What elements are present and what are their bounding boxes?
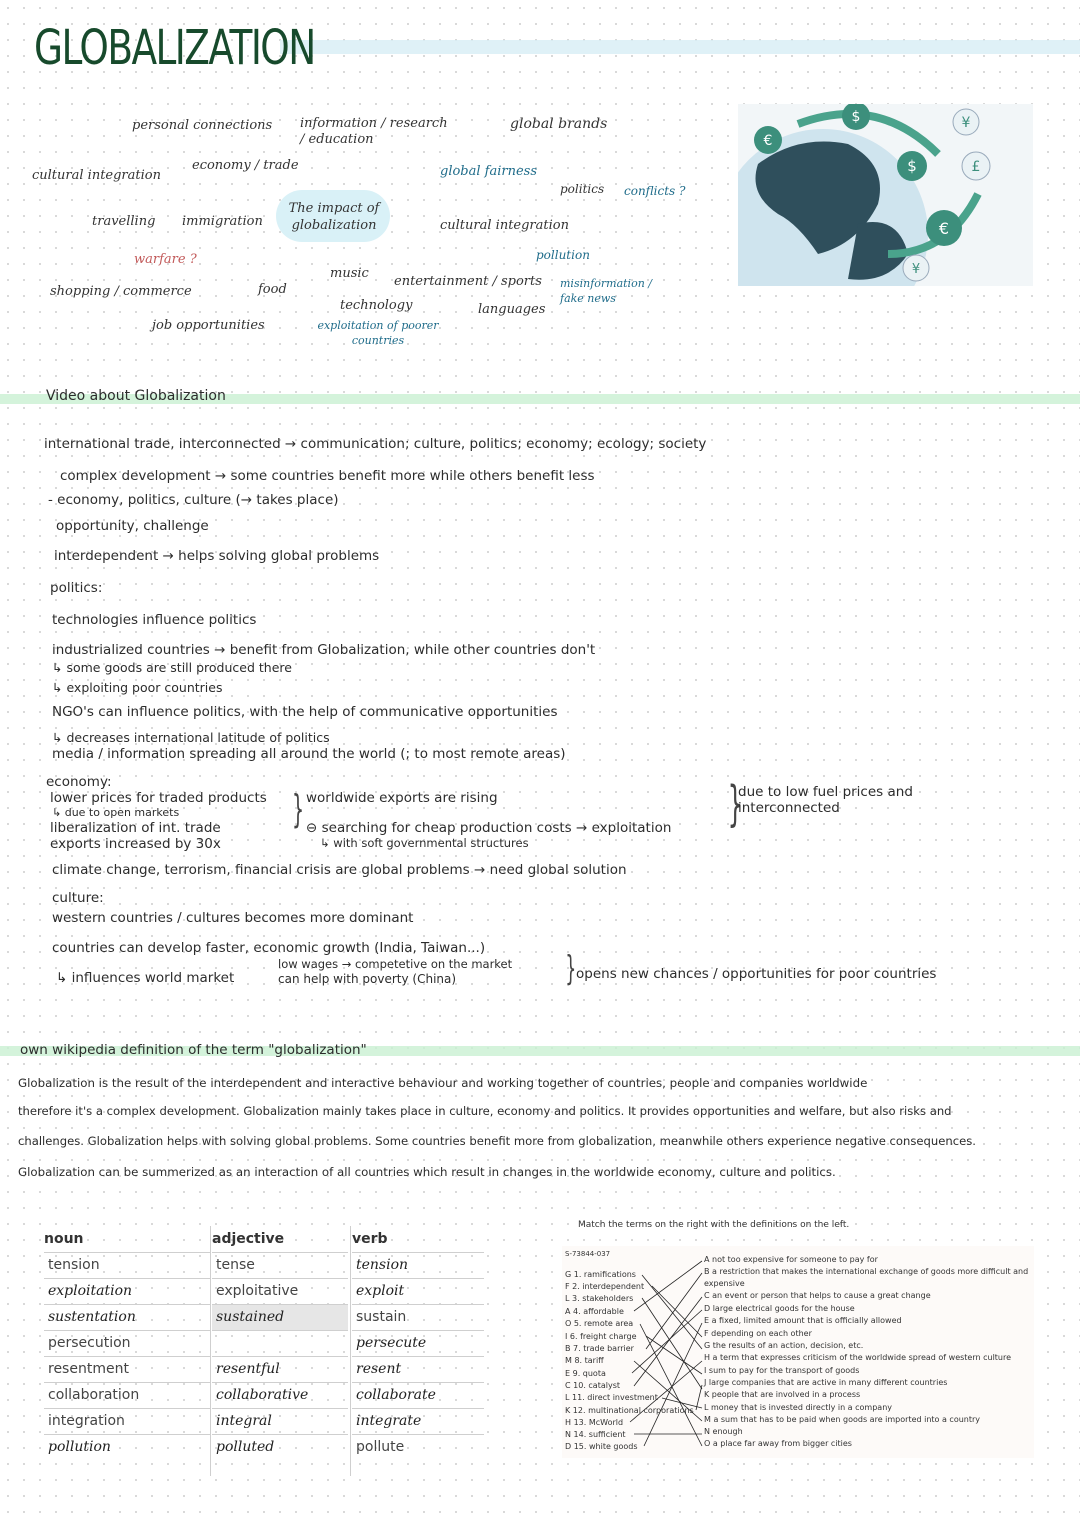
table-cell: resentful: [212, 1356, 348, 1382]
currency-symbol: ¥: [911, 262, 921, 277]
noun-column: [44, 1226, 210, 1460]
note-line: technologies influence politics: [52, 612, 257, 628]
wiki-line: Globalization can be summerized as an interaction of all countries which result in changes in the worldwide economy, culture and politics.: [18, 1165, 836, 1179]
note-heading: politics:: [50, 580, 103, 596]
table-cell: persecution: [44, 1330, 210, 1356]
globe-icon: [738, 104, 1033, 286]
column-header: noun: [44, 1231, 84, 1247]
table-cell: pollution: [44, 1434, 210, 1460]
table-cell: exploitative: [212, 1278, 348, 1304]
matching-exercise: [562, 1218, 1040, 1458]
note-brace: }: [565, 949, 577, 989]
note-line: ↳ due to open markets: [52, 806, 180, 819]
match-term: O 5. remote area: [565, 1319, 634, 1328]
table-cell: sustentation: [44, 1304, 210, 1330]
note-line: western countries / cultures becomes more dominant: [52, 910, 414, 926]
match-definition: G the results of an action, decision, etc.: [704, 1341, 864, 1350]
mindmap-item-blue: politics: [560, 182, 605, 196]
table-divider: [350, 1226, 351, 1476]
mindmap-item: technology: [340, 298, 413, 313]
match-term: G 1. ramifications: [565, 1270, 636, 1279]
table-cell: tension: [44, 1252, 210, 1278]
match-term: I 6. freight charge: [565, 1332, 637, 1341]
note-line: ↳ some goods are still produced there: [52, 660, 292, 675]
globe-illustration: [738, 104, 1033, 286]
note-line: ↳ decreases international latitude of politics: [52, 730, 330, 745]
match-term: K 12. multinational corporations: [565, 1406, 694, 1415]
note-line: climate change, terrorism, financial crisis are global problems → need global solution: [52, 862, 627, 878]
column-header: adjective: [212, 1231, 285, 1247]
table-cell: pollute: [352, 1434, 484, 1460]
verb-column: [352, 1226, 484, 1460]
page-title: GLOBALIZATION: [34, 20, 315, 76]
match-definition: H a term that expresses criticism of the worldwide spread of western culture: [704, 1353, 1012, 1362]
note-line: international trade, interconnected → communication; culture, politics; economy; ecology; society: [44, 436, 707, 452]
currency-symbol: $: [851, 109, 861, 125]
exercise-id: S-73844-037: [565, 1250, 611, 1258]
match-definition: F depending on each other: [704, 1329, 812, 1338]
note-line: low wages → competetive on the market: [278, 957, 513, 971]
match-term: H 13. McWorld: [565, 1418, 624, 1427]
title-highlight: [280, 40, 1080, 54]
mindmap-item-blue: cultural integration: [440, 218, 569, 233]
note-line: interdependent → helps solving global problems: [54, 548, 380, 564]
note-line: exports increased by 30x: [50, 836, 221, 852]
currency-symbol: $: [907, 157, 917, 175]
match-definition: D large electrical goods for the house: [704, 1304, 855, 1313]
table-cell: polluted: [212, 1434, 348, 1460]
note-line: liberalization of int. trade: [50, 820, 221, 836]
note-line: ↳ exploiting poor countries: [52, 680, 223, 695]
table-cell: resent: [352, 1356, 484, 1382]
note-line: lower prices for traded products: [50, 790, 267, 806]
table-cell: integral: [212, 1408, 348, 1434]
mindmap-item-blue: global fairness: [440, 164, 538, 179]
match-definition: M a sum that has to be paid when goods are imported into a country: [704, 1415, 981, 1424]
table-cell: integrate: [352, 1408, 484, 1434]
mindmap-item: economy / trade: [192, 158, 299, 173]
mindmap-item: shopping / commerce: [50, 284, 192, 299]
note-heading: culture:: [52, 890, 104, 906]
note-line: - economy, politics, culture (→ takes place): [48, 492, 339, 508]
match-term: F 2. interdependent: [565, 1282, 645, 1291]
match-definition: J large companies that are active in many different countries: [704, 1378, 948, 1387]
mindmap-item: music: [330, 266, 369, 281]
mindmap-item: languages: [478, 302, 546, 317]
table-cell: resentment: [44, 1356, 210, 1382]
word-table: [44, 1226, 484, 1476]
match-term: L 3. stakeholders: [565, 1294, 634, 1303]
match-definition: E a fixed, limited amount that is officially allowed: [704, 1316, 902, 1325]
currency-symbol: €: [763, 133, 773, 149]
note-brace: }: [727, 776, 743, 832]
table-cell: tense: [212, 1252, 348, 1278]
table-cell: integration: [44, 1408, 210, 1434]
match-definition: O a place far away from bigger cities: [704, 1439, 852, 1448]
match-definition: expensive: [704, 1279, 745, 1288]
mindmap-center: The impact of globalization: [288, 201, 380, 233]
table-cell: sustained: [212, 1304, 348, 1330]
match-term: N 14. sufficient: [565, 1430, 626, 1439]
mindmap-item-blue: misinformation / fake news: [560, 277, 652, 305]
match-term: L 11. direct investment: [565, 1393, 658, 1402]
wiki-line: challenges. Globalization helps with solving global problems. Some countries benefit more from globalization, meanwhile others experience negative consequences.: [18, 1134, 976, 1148]
table-cell: persecute: [352, 1330, 484, 1356]
match-definition: N enough: [704, 1427, 743, 1436]
note-line: opens new chances / opportunities for poor countries: [576, 966, 937, 982]
table-cell: exploit: [352, 1278, 484, 1304]
table-cell: collaboration: [44, 1382, 210, 1408]
mindmap-item: personal connections: [132, 118, 273, 133]
note-line: opportunity, challenge: [56, 518, 209, 534]
currency-symbol: ¥: [961, 115, 971, 131]
note-line: worldwide exports are rising: [306, 790, 498, 806]
mindmap-global-brands: global brands: [510, 116, 608, 132]
mindmap-item-blue: pollution: [536, 248, 590, 262]
note-line: ⊖ searching for cheap production costs → exploitation: [306, 820, 672, 836]
video-heading: Video about Globalization: [46, 388, 226, 404]
match-term: M 8. tariff: [565, 1356, 604, 1365]
note-line: industrialized countries → benefit from Globalization, while other countries don't: [52, 642, 596, 658]
column-header: verb: [352, 1231, 388, 1247]
note-line: complex development → some countries benefit more while others benefit less: [60, 468, 595, 484]
mindmap-item-blue: conflicts ?: [624, 184, 686, 198]
wiki-heading: own wikipedia definition of the term "globalization": [20, 1042, 367, 1058]
mindmap-item-blue: exploitation of poorer countries: [317, 319, 439, 347]
mindmap-item: warfare ?: [134, 252, 197, 267]
mindmap-item: immigration: [182, 214, 263, 229]
mindmap-item: entertainment / sports: [394, 274, 542, 289]
table-cell: tension: [352, 1252, 484, 1278]
table-cell: [212, 1330, 348, 1356]
match-term: D 15. white goods: [565, 1442, 638, 1451]
note-brace: }: [292, 787, 305, 831]
match-definition: C an event or person that helps to cause a great change: [704, 1291, 931, 1300]
mindmap-info-research: information / research / education: [300, 116, 448, 147]
note-line: ↳ influences world market: [56, 970, 235, 986]
currency-symbol: €: [938, 219, 950, 238]
currency-symbol: £: [971, 159, 981, 175]
table-cell: collaborate: [352, 1382, 484, 1408]
table-cell: sustain: [352, 1304, 484, 1330]
match-term: A 4. affordable: [565, 1307, 624, 1316]
mindmap-item: job opportunities: [152, 318, 265, 333]
match-definition: L money that is invested directly in a company: [704, 1403, 892, 1412]
mindmap-item: cultural integration: [32, 168, 161, 183]
note-line: media / information spreading all around the world (; to most remote areas): [52, 746, 566, 762]
mindmap-item: travelling: [92, 214, 156, 229]
match-definition: A not too expensive for someone to pay for: [704, 1255, 878, 1264]
match-term: E 9. quota: [565, 1369, 606, 1378]
adjective-column: [212, 1226, 348, 1460]
table-divider: [210, 1226, 211, 1476]
match-term: C 10. catalyst: [565, 1381, 621, 1390]
wiki-line: therefore it's a complex development. Globalization mainly takes place in culture, economy and politics. It provides opportunities and welfare, but also risks and: [18, 1104, 952, 1118]
table-cell: collaborative: [212, 1382, 348, 1408]
note-line: due to low fuel prices and interconnected: [738, 784, 913, 816]
exercise-instruction: Match the terms on the right with the definitions on the left.: [578, 1220, 850, 1230]
table-cell: exploitation: [44, 1278, 210, 1304]
note-line: can help with poverty (China): [278, 972, 457, 986]
match-definition: I sum to pay for the transport of goods: [704, 1366, 860, 1375]
note-line: NGO's can influence politics, with the help of communicative opportunities: [52, 704, 558, 720]
note-heading: economy:: [46, 774, 112, 790]
match-definition: B a restriction that makes the international exchange of goods more difficult and: [704, 1267, 1029, 1276]
match-term: B 7. trade barrier: [565, 1344, 634, 1353]
note-line: countries can develop faster, economic growth (India, Taiwan...): [52, 940, 486, 956]
mindmap-item: food: [258, 282, 287, 297]
match-definition: K people that are involved in a process: [704, 1390, 861, 1399]
wiki-line: Globalization is the result of the interdependent and interactive behaviour and working together of countries, people and companies worldwide: [18, 1076, 868, 1090]
note-line: ↳ with soft governmental structures: [320, 836, 529, 850]
